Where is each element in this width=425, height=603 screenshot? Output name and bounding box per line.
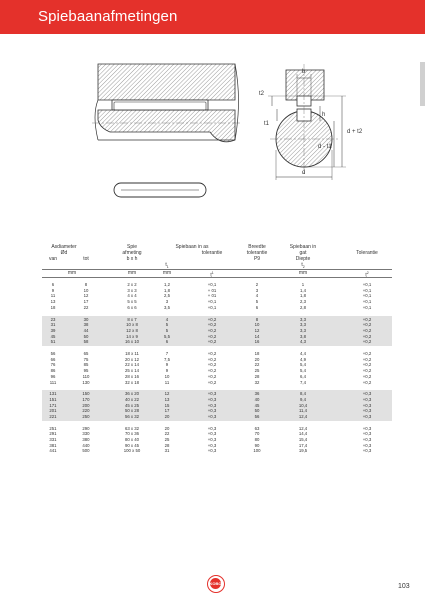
table-cell: 22 [254,362,260,368]
table-cell: 32 [254,379,260,385]
table-cell: 9 [165,368,169,374]
table-cell: +0,3 [207,413,217,419]
table-cell: 50 x 28 [124,408,140,414]
table-cell: 25 [164,437,170,443]
table-cell: 4 x 4 [127,293,137,299]
table-cell: +0,2 [207,333,217,339]
table-cell: 31 [164,448,170,454]
table-cell: 110 [82,373,90,379]
table-cell: +0,1 [362,282,372,287]
table-cell: 56 [254,413,260,419]
hdr-spiebaan-as: Spiebaan in as [175,244,209,250]
table-cell: +0,3 [207,408,217,414]
table-cell: 28 [164,442,170,448]
table-cell: +0,2 [362,316,372,322]
hdr-p9: P9 [253,256,261,262]
table-cell: 85 [83,362,89,368]
table-cell: 51 [50,339,56,345]
table-cell: 6 [51,282,55,287]
table-cell: 1,2 [164,282,170,287]
table-cell: 45 [254,402,260,408]
table-cell: + 01 [207,293,217,299]
table-cell: 10 [254,322,260,328]
table-cell: 11 [164,379,170,385]
table-cell: 4,3 [300,339,306,345]
table-cell: +0,1 [207,304,217,310]
table-cell: 31 [50,322,56,328]
hdr-t2: $t_2$ [301,262,305,269]
table-cell: 19,5 [298,448,308,454]
table-cell: 10 x 8 [126,322,138,328]
table-cell: 15,4 [298,437,308,443]
table-cell: 13 [164,396,170,402]
table-cell: 28 [254,373,260,379]
table-cell: 30 [83,316,89,322]
table-cell: +0,1 [207,282,217,287]
hdr-unit-mm2: mm [127,270,137,276]
table-cell: 2 x 2 [127,282,137,287]
table-cell: 9 [165,362,169,368]
table-cell: 44 [83,327,89,333]
table-cell: + 01 [207,287,217,293]
table-cell: 5 x 5 [127,299,137,305]
table-cell: 80 [254,437,260,443]
table-cell: 150 [82,391,90,397]
table-cell: 6 [165,339,169,345]
table-cell: 70 x 36 [124,431,140,437]
table-group [42,425,392,456]
hdr-tolerantie-as: tolerantie [201,250,223,256]
table-cell: 56 [50,351,56,356]
table-cell: 14,4 [298,431,308,437]
table-cell: 22 [83,304,89,310]
table-cell: +0,2 [362,327,372,333]
table-cell: 15 [164,402,170,408]
table-cell: 4,9 [300,356,306,362]
table-cell: +0,2 [207,351,217,356]
table-cell: 12,4 [298,413,308,419]
table-cell: 330 [82,431,90,437]
table-cell: 4 [165,316,169,322]
table-cell: +0,3 [362,431,372,437]
table-cell: 1 [301,282,305,287]
table-cell: 3 x 3 [127,287,137,293]
table-cell: 111 [49,379,57,385]
page-title: Spiebaanafmetingen [38,8,178,25]
table-cell: 331 [49,437,57,443]
table-cell: 3,3 [300,316,306,322]
table-cell: 1,8 [164,287,170,293]
table-cell: 380 [82,437,90,443]
table-cell: 40 [254,396,260,402]
table-cell: 5,4 [300,362,306,368]
hdr-spie: Spie [126,244,137,250]
table-cell: 6,4 [300,373,306,379]
table-cell: 440 [82,442,90,448]
table-cell: 6 [255,304,259,310]
hdr-breedte: Breedte [248,244,266,250]
table-cell: 36 [254,391,260,397]
table-cell: 56 x 32 [124,413,140,419]
hdr-asdiameter: Asdiameter [51,244,77,250]
table-cell: +0,3 [362,396,372,402]
table-cell: 2,8 [300,304,306,310]
table-cell: 17 [83,299,89,305]
table-cell: 25 x 14 [124,368,140,374]
table-cell: 500 [82,448,90,454]
table-cell: +0,2 [207,339,217,345]
table-cell: 12 [164,391,170,397]
label-b: b [302,69,306,75]
table-cell: 4 [255,293,259,299]
table-cell: 25 [254,368,260,374]
table-cell: 291 [49,431,57,437]
table-cell: 18 x 11 [125,351,139,356]
table-row [42,339,392,345]
table-cell: +0,3 [207,448,217,454]
label-t2: t2 [259,91,265,97]
table-cell: 22 x 14 [124,362,140,368]
table-cell: 13 [50,299,56,305]
table-cell: 50 [254,408,260,414]
table-group [42,390,392,421]
table-cell: 5,4 [300,368,306,374]
key-side-view [114,102,206,110]
table-cell: 58 [83,339,89,345]
table-cell: +0,3 [207,396,217,402]
table-cell: +0,1 [362,304,372,310]
table-cell: +0,2 [362,368,372,374]
table-cell: 250 [82,413,90,419]
table-cell: 5 [255,299,259,305]
shaft-end-break [95,100,98,140]
table-cell: 3 [165,299,169,305]
table-cell: 220 [82,408,90,414]
hdr-gat: gat [299,250,307,256]
table-cell: 7 [165,351,169,356]
table-cell: 5 [165,322,169,328]
hdr-t1: $t_1$ [165,262,169,269]
hub-section-left [98,64,235,100]
table-cell: +0,3 [207,442,217,448]
table-cell: 14 x 9 [126,333,138,339]
table-cell: 130 [82,379,90,385]
table-cell: +0,2 [362,373,372,379]
table-cell: 3,3 [300,327,306,333]
table-cell: +0,3 [362,413,372,419]
table-group [42,350,392,386]
table-cell: 63 x 32 [124,425,140,431]
table-row [42,380,392,386]
table-cell: 12,4 [298,425,308,431]
table-cell: 36 x 20 [124,391,140,397]
table-cell: 11,4 [298,408,308,414]
table-cell: 63 [254,425,260,431]
hdr-diepte: Diepte [295,256,311,262]
table-cell: 4,4 [300,351,306,356]
table-cell: 3 [255,287,259,293]
table-cell: 28 x 16 [124,373,140,379]
table-cell: +0,3 [362,437,372,443]
table-cell: +0,3 [362,402,372,408]
table-cell: +0,3 [362,408,372,414]
table-cell: 7,5 [164,356,170,362]
table-cell: 3,8 [300,333,306,339]
table-cell: +0,2 [362,333,372,339]
table-group [42,316,392,347]
hdr-afmeting: afmeting [122,250,142,256]
table-cell: 17 [164,408,170,414]
table-cell: 45 x 25 [124,402,140,408]
table-row [42,414,392,420]
table-cell: +0,3 [207,437,217,443]
label-d: d [302,170,306,176]
hdr-tot: tot [83,256,89,262]
hdr-unit-mm4: mm [298,270,308,276]
label-h: h [322,112,326,118]
table-cell: 201 [49,408,57,414]
table-cell: +0,2 [207,356,217,362]
table-cell: 8,4 [300,391,306,397]
table-cell: 100 [253,448,261,454]
hdr-tolerantie: Tolerantie [356,250,378,256]
hdr-unit-t2: $t^2$ [365,271,369,279]
table-cell: +0,2 [362,351,372,356]
table-cell: 8 [255,316,259,322]
table-group [42,281,392,312]
table-cell: 5 [165,327,169,333]
table-cell: 14 [254,333,260,339]
table-cell: +0,2 [207,368,217,374]
table-cell: 20 [164,413,170,419]
table-cell: 80 x 40 [124,437,140,443]
table-cell: 90 x 45 [124,442,140,448]
table-cell: 381 [49,442,57,448]
hdr-tolerantie-breedte: tolerantie [246,250,268,256]
table-cell: 20 x 12 [124,356,140,362]
table-cell: 96 [50,373,56,379]
hdr-bxh: b x h [126,256,138,262]
label-d-minus-t1: d - t1 [318,144,332,150]
table-cell: +0,1 [207,299,217,305]
table-cell: 200 [82,402,90,408]
table-cell: 17,4 [298,442,308,448]
table-cell: 170 [82,396,90,402]
table-cell: +0,2 [362,339,372,345]
table-cell: 251 [49,425,57,431]
table-cell: +0,3 [207,425,217,431]
table-cell: +0,3 [362,425,372,431]
table-cell: 8 [84,282,88,287]
table-cell: +0,3 [207,402,217,408]
table-cell: 10,4 [298,402,308,408]
table-cell: 50 [83,333,89,339]
table-cell: +0,3 [362,442,372,448]
shaft-section-left [98,110,235,142]
hdr-van: van [48,256,58,262]
table-cell: +0,2 [207,362,217,368]
table-cell: 9,4 [300,396,306,402]
table-cell: 65 [83,351,89,356]
hdr-ood: Ød [60,250,68,256]
table-cell: 12 x 8 [126,327,138,333]
table-cell: 12 [83,293,89,299]
table-cell: 10 [164,373,170,379]
table-cell: 3,3 [300,322,306,328]
table-cell: 32 x 18 [124,379,140,385]
table-cell: 45 [50,333,56,339]
table-row [42,448,392,454]
table-cell: 70 [254,431,260,437]
table-cell: 90 [254,442,260,448]
table-cell: 2 [255,282,259,287]
table-cell: 131 [49,391,57,397]
table-cell: 38 [83,322,89,328]
table-cell: 76 [50,362,56,368]
table-cell: 8 x 7 [127,316,137,322]
table-cell: +0,2 [207,322,217,328]
table-cell: 290 [82,425,90,431]
table-cell: +0,2 [207,379,217,385]
table-cell: 11 [50,293,56,299]
table-cell: 39 [50,327,56,333]
table-cell: 16 [254,339,260,345]
table-cell: 9 [51,287,55,293]
table-cell: 66 [50,356,56,362]
table-cell: 151 [49,396,57,402]
table-cell: 171 [49,402,57,408]
table-cell: +0,1 [362,293,372,299]
kobo-logo: KOBO [207,575,225,593]
table-cell: 1,4 [300,287,306,293]
hdr-spiebaan-gat: Spiebaan in [289,244,317,250]
table-cell: 7,4 [300,379,306,385]
table-cell: +0,2 [207,316,217,322]
table-cell: +0,2 [207,373,217,379]
table-cell: 18 [50,304,56,310]
table-cell: 20 [164,425,170,431]
hdr-unit-t1: $t^1$ [210,271,214,279]
table-cell: +0,2 [362,356,372,362]
page-number: 103 [398,583,410,590]
table-cell: +0,2 [362,362,372,368]
table-cell: +0,3 [207,391,217,397]
table-cell: +0,1 [362,299,372,305]
table-cell: +0,3 [362,448,372,454]
table-cell: +0,2 [362,379,372,385]
table-cell: 100 x 50 [123,448,141,454]
table-cell: +0,3 [362,391,372,397]
label-d-plus-t2: d + t2 [347,129,363,135]
table-cell: +0,1 [362,287,372,293]
table-cell: +0,2 [207,327,217,333]
label-t1: t1 [264,121,270,127]
table-cell: 10 [83,287,89,293]
table-cell: 2,3 [300,299,306,305]
table-cell: +0,2 [362,322,372,328]
table-cell: 16 x 10 [124,339,140,345]
table-cell: 441 [49,448,57,454]
table-cell: 22 [164,431,170,437]
table-cell: +0,3 [207,431,217,437]
table-cell: 40 x 22 [124,396,140,402]
table-cell: 86 [50,368,56,374]
table-cell: 18 [254,351,260,356]
keyway-drawing [0,0,425,240]
table-cell: 221 [49,413,57,419]
table-cell: 12 [254,327,260,333]
table-cell: 3,5 [164,304,170,310]
table-cell: 20 [254,356,260,362]
table-cell: 5,5 [164,333,170,339]
table-cell: 1,8 [300,293,306,299]
table-cell: 6 x 6 [127,304,137,310]
hdr-unit-mm3: mm [162,270,172,276]
table-cell: 23 [50,316,56,322]
table-cell: 2,5 [164,293,170,299]
table-cell: 75 [83,356,89,362]
table-row [42,305,392,311]
hdr-unit-mm1: mm [67,270,77,276]
table-cell: 95 [83,368,89,374]
